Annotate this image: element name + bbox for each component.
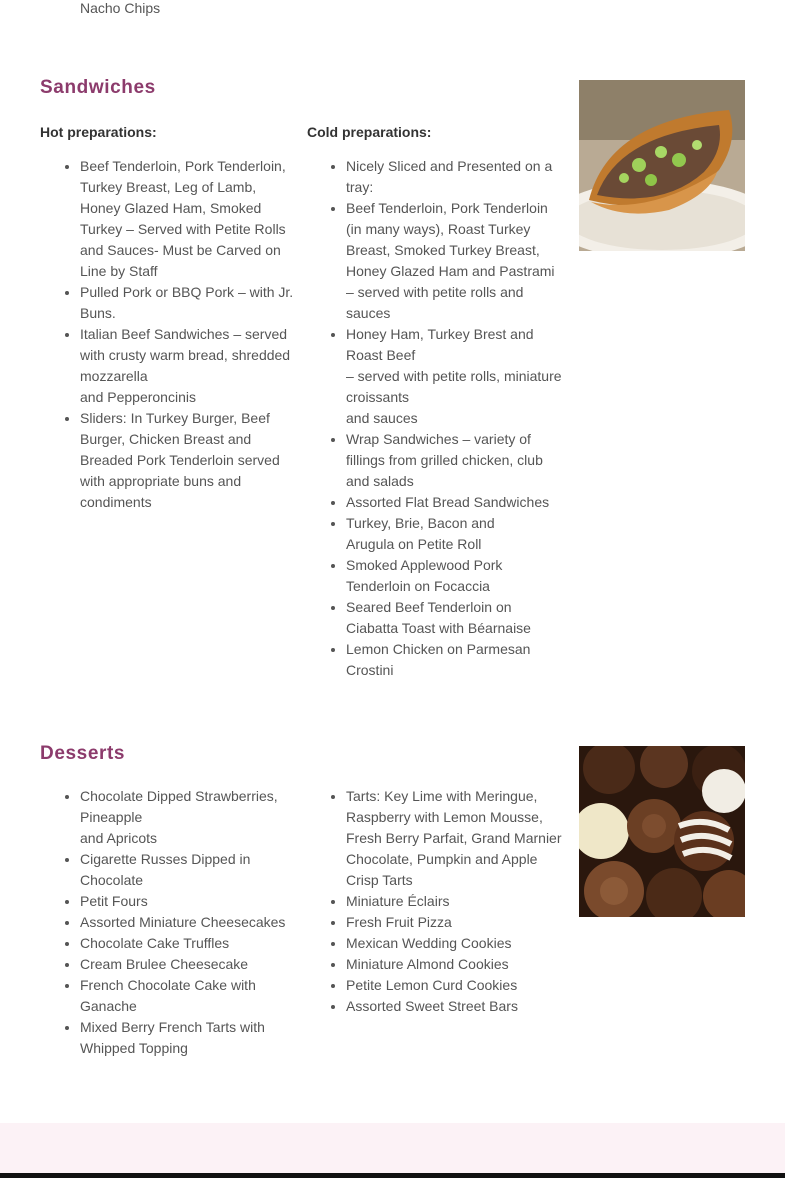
list-item: • Wrap Sandwiches – variety of fillings from grilled chicken, club and salads	[346, 429, 562, 492]
list-item: • Sliders: In Turkey Burger, Beef Burger, Chicken Breast and Breaded Pork Tenderloin served with appropriate buns and condiments	[80, 408, 294, 513]
footer-bar	[0, 1173, 785, 1178]
list-item: • Assorted Sweet Street Bars	[346, 996, 562, 1017]
list-item: • Petite Lemon Curd Cookies	[346, 975, 562, 996]
desserts-right-list	[306, 786, 562, 1017]
list-item: • Assorted Miniature Cheesecakes	[80, 912, 294, 933]
list-item: • Italian Beef Sandwiches – served with crusty warm bread, shredded mozzarella and Pepperoncinis	[80, 324, 294, 408]
footer-band	[0, 1123, 785, 1173]
list-item: • Mexican Wedding Cookies	[346, 933, 562, 954]
cold-preparations-label: Cold preparations:	[307, 124, 432, 140]
list-item: • Tarts: Key Lime with Meringue, Raspberry with Lemon Mousse, Fresh Berry Parfait, Grand Marnier Chocolate, Pumpkin and Apple Crisp Tarts	[346, 786, 562, 891]
desserts-title: Desserts	[40, 743, 126, 764]
chocolates-illustration	[579, 746, 745, 917]
list-item: • Pulled Pork or BBQ Pork – with Jr. Buns.	[80, 282, 294, 324]
sandwich-illustration	[579, 80, 745, 251]
list-item: • French Chocolate Cake with Ganache	[80, 975, 294, 1017]
hot-preparations-label: Hot preparations:	[40, 124, 157, 140]
list-item: • Petit Fours	[80, 891, 294, 912]
list-item: • Chocolate Dipped Strawberries, Pineapple and Apricots	[80, 786, 294, 849]
list-item: • Nicely Sliced and Presented on a tray:	[346, 156, 562, 198]
list-item: • Miniature Almond Cookies	[346, 954, 562, 975]
list-item: • Lemon Chicken on Parmesan Crostini	[346, 639, 562, 681]
list-item: • Beef Tenderloin, Pork Tenderloin, Turkey Breast, Leg of Lamb, Honey Glazed Ham, Smoked Turkey – Served with Petite Rolls and Sauces- Must be Carved on Line by Staff	[80, 156, 294, 282]
list-item: • Assorted Flat Bread Sandwiches	[346, 492, 562, 513]
list-item: • Honey Ham, Turkey Brest and Roast Beef – served with petite rolls, miniature croissants and sauces	[346, 324, 562, 429]
cold-preparations-list	[306, 156, 562, 681]
previous-list-item: Nacho Chips	[80, 0, 161, 16]
sandwiches-title: Sandwiches	[40, 77, 156, 98]
desserts-left-list	[40, 786, 294, 1059]
list-item: • Chocolate Cake Truffles	[80, 933, 294, 954]
sandwich-image	[579, 80, 745, 251]
list-item: • Beef Tenderloin, Pork Tenderloin (in many ways), Roast Turkey Breast, Smoked Turkey Breast, Honey Glazed Ham and Pastrami – served with petite rolls and sauces	[346, 198, 562, 324]
list-item: • Smoked Applewood Pork Tenderloin on Focaccia	[346, 555, 562, 597]
list-item: • Mixed Berry French Tarts with Whipped Topping	[80, 1017, 294, 1059]
list-item: • Cigarette Russes Dipped in Chocolate	[80, 849, 294, 891]
list-item: • Turkey, Brie, Bacon and Arugula on Petite Roll	[346, 513, 562, 555]
hot-preparations-list	[40, 156, 294, 513]
list-item: • Cream Brulee Cheesecake	[80, 954, 294, 975]
list-item: • Miniature Éclairs	[346, 891, 562, 912]
list-item: • Fresh Fruit Pizza	[346, 912, 562, 933]
list-item: • Seared Beef Tenderloin on Ciabatta Toast with Béarnaise	[346, 597, 562, 639]
chocolates-image	[579, 746, 745, 917]
